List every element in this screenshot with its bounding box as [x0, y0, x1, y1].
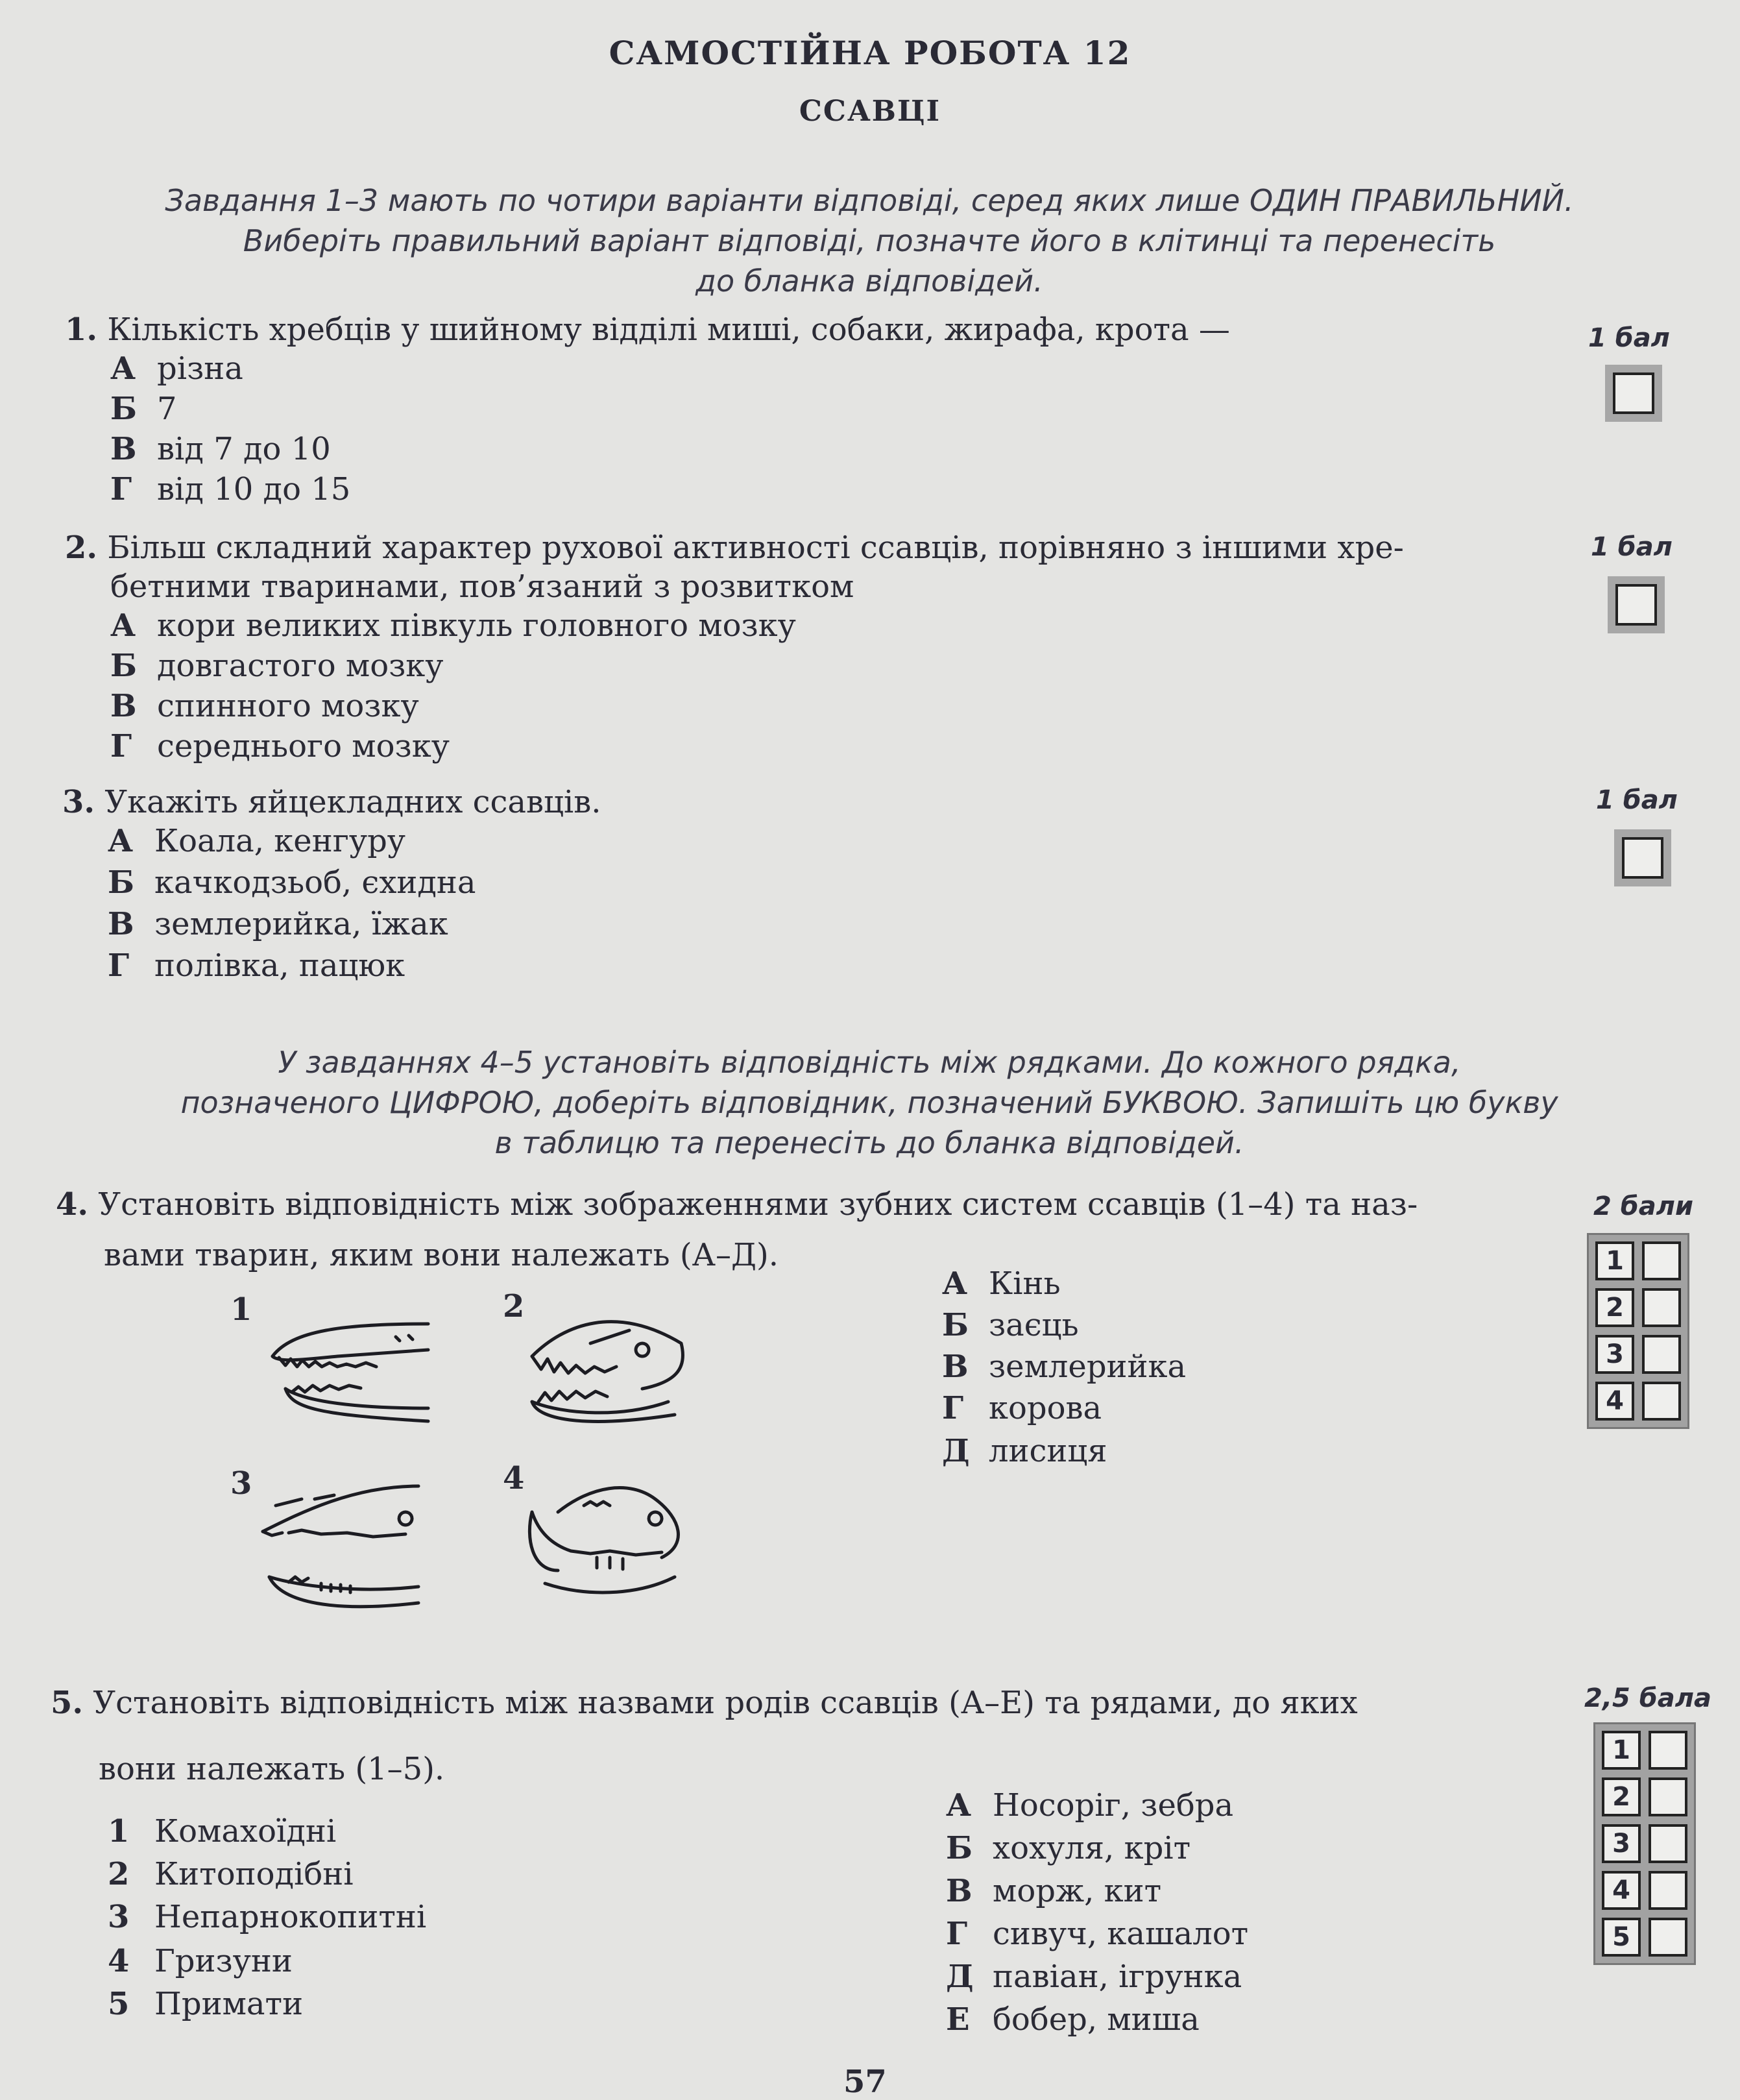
option-a[interactable]: А Носоріг, зебра — [946, 1787, 1234, 1824]
answer-cell[interactable] — [1649, 1777, 1687, 1816]
row-number: 4 — [1602, 1871, 1641, 1910]
answer-row — [1595, 1382, 1681, 1421]
option-a[interactable]: А різна — [110, 350, 243, 387]
list-item: 4 Гризуни — [108, 1943, 293, 1979]
row-number: 5 — [1602, 1918, 1641, 1957]
skull-figure-1-icon — [266, 1311, 435, 1434]
skull-figure-3-icon — [250, 1473, 425, 1616]
row-number: 3 — [1602, 1824, 1641, 1863]
answer-row — [1602, 1871, 1687, 1910]
question-number: 1. — [65, 311, 98, 348]
instructions-part2: У завданнях 4–5 установіть відповідність між рядками. До кожного рядка, позначеного ЦИФРОЮ, доберіть відповідник, позначений БУКВОЮ. Запишіть цю букву в таблицю та перенесіть до бланка відповідей. — [180, 1045, 1558, 1160]
points-label: 1 бал — [1591, 532, 1673, 562]
answer-cell[interactable] — [1649, 1918, 1687, 1957]
answer-row — [1602, 1918, 1687, 1957]
figure-label: 2 — [503, 1288, 525, 1325]
list-item: 2 Китоподібні — [108, 1856, 354, 1892]
skull-figure-2-icon — [526, 1304, 694, 1434]
worksheet-page: САМОСТІЙНА РОБОТА 12 ССАВЦІ Завдання 1–3 мають по чотири варіанти відповіді, серед яких лише ОДИН ПРАВИЛЬНИЙ. Виберіть правильний варіант відповіді, позначте його в клітинці та перенесіть до бланка відповідей. 1. Кількість хребців у шийному відділі миші, собаки, жирафа, крота — 1 бал А різна Б 7 В від 7 до 10 Г від 10 до 15 2. Більш складний характер рухової активності ссавців, порівняно з іншими хре- бетними тваринами, пов’язаний з розвитком 1 бал А кори великих півкуль головного мозку Б довгастого мозку В спинного мозку Г середнього мозку 3. Укажіть яйцекладних ссавців. 1 бал А Коала, кенгуру Б качкодзьоб, єхидна В землерийка, їжак Г полівка, пацюк У завданнях 4–5 установіть відповідність між рядками. До кожного рядка, позначеного ЦИФРОЮ, доберіть відповідник, позначений БУКВОЮ. Запишіть цю букву в таблицю та перенесіть до бланка відповідей. 4. Установіть відповідність між зображеннями зубних систем ссавців (1–4) та наз- вами тварин, яким вони належать (А–Д). 2 бали 1 2 3 4 А Кінь Б заєць В землерийка Г корова Д лисиця 1 2 3 4 5. Установіть відповідність між назвами родів ссавців (А–Е) та рядами, до яких вони належать (1–5). 2,5 бала 1 Комахоїдні 2 Китоподібні 3 Непарнокопитні 4 Гризуни 5 Примати А Носоріг, зебра Б хохуля, кріт В морж, кит Г сивуч, кашалот Д павіан, ігрунка Е бобер, миша 1 2 3 4 5 57 — [0, 0, 1740, 2086]
option-b[interactable]: Б 7 — [110, 391, 177, 427]
answer-row — [1595, 1335, 1681, 1374]
option-c[interactable]: В спинного мозку — [110, 688, 419, 724]
option-c[interactable]: В від 7 до 10 — [110, 431, 331, 467]
option-d[interactable]: Г корова — [942, 1390, 1102, 1426]
page-number: 57 — [843, 2064, 887, 2100]
skull-figure-4-icon — [519, 1473, 694, 1609]
answer-box[interactable] — [1615, 584, 1657, 626]
answer-cell[interactable] — [1649, 1824, 1687, 1863]
answer-grid — [1587, 1233, 1689, 1429]
option-c[interactable]: В морж, кит — [946, 1873, 1162, 1909]
answer-cell[interactable] — [1642, 1288, 1681, 1327]
option-c[interactable]: В землерийка — [942, 1349, 1187, 1385]
answer-row — [1602, 1731, 1687, 1770]
option-e[interactable]: Д павіан, ігрунка — [946, 1959, 1242, 1995]
option-b[interactable]: Б заєць — [942, 1307, 1079, 1343]
figure-label: 3 — [230, 1465, 252, 1502]
option-b[interactable]: Б хохуля, кріт — [946, 1830, 1191, 1866]
option-d[interactable]: Г середнього мозку — [110, 728, 450, 764]
option-f[interactable]: Е бобер, миша — [946, 2001, 1200, 2038]
row-number: 2 — [1602, 1777, 1641, 1816]
row-number: 1 — [1595, 1241, 1634, 1280]
option-d[interactable]: Г від 10 до 15 — [110, 471, 351, 507]
answer-row — [1595, 1241, 1681, 1280]
answer-grid — [1593, 1722, 1696, 1965]
row-number: 3 — [1595, 1335, 1634, 1374]
answer-row — [1602, 1777, 1687, 1816]
answer-cell[interactable] — [1649, 1871, 1687, 1910]
points-label: 2,5 бала — [1584, 1683, 1711, 1713]
row-number: 2 — [1595, 1288, 1634, 1327]
list-item: 1 Комахоїдні — [108, 1813, 337, 1850]
answer-row — [1602, 1824, 1687, 1863]
points-label: 1 бал — [1588, 323, 1670, 353]
row-number: 1 — [1602, 1731, 1641, 1770]
figure-label: 1 — [230, 1291, 252, 1328]
points-label: 1 бал — [1596, 785, 1678, 815]
page-title: САМОСТІЙНА РОБОТА 12 — [609, 34, 1131, 72]
list-item: 5 Примати — [108, 1986, 304, 2022]
answer-box[interactable] — [1622, 837, 1663, 879]
option-c[interactable]: В землерийка, їжак — [108, 906, 448, 942]
option-b[interactable]: Б довгастого мозку — [110, 648, 444, 684]
option-a[interactable]: А Кінь — [942, 1265, 1061, 1302]
option-d[interactable]: Г сивуч, кашалот — [946, 1916, 1249, 1952]
option-a[interactable]: А Коала, кенгуру — [108, 823, 406, 859]
list-item: 3 Непарнокопитні — [108, 1899, 427, 1935]
option-d[interactable]: Г полівка, пацюк — [108, 947, 405, 984]
answer-row — [1595, 1288, 1681, 1327]
option-a[interactable]: А кори великих півкуль головного мозку — [110, 607, 796, 644]
row-number: 4 — [1595, 1382, 1634, 1421]
answer-box[interactable] — [1613, 372, 1654, 414]
option-b[interactable]: Б качкодзьоб, єхидна — [108, 864, 476, 901]
answer-cell[interactable] — [1642, 1241, 1681, 1280]
answer-cell[interactable] — [1642, 1382, 1681, 1421]
answer-cell[interactable] — [1649, 1731, 1687, 1770]
figure-label: 4 — [503, 1460, 525, 1496]
points-label: 2 бали — [1593, 1191, 1694, 1221]
question-text: Кількість хребців у шийному відділі миші, собаки, жирафа, крота — — [107, 311, 1230, 348]
answer-cell[interactable] — [1642, 1335, 1681, 1374]
option-e[interactable]: Д лисиця — [942, 1433, 1107, 1469]
page-subtitle: ССАВЦІ — [799, 95, 941, 128]
instructions-part1: Завдання 1–3 мають по чотири варіанти відповіді, серед яких лише ОДИН ПРАВИЛЬНИЙ. Виберіть правильний варіант відповіді, позначте його в клітинці та перенесіть до бланка відповідей. — [165, 183, 1574, 299]
